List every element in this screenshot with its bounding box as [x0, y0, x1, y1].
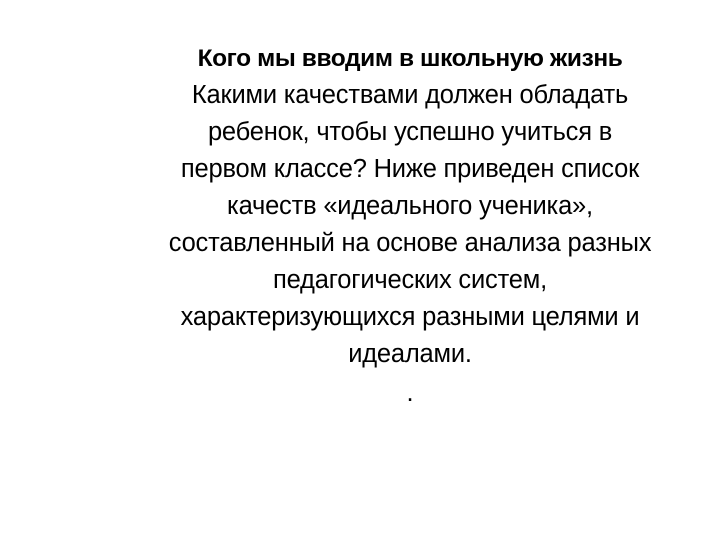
trailing-period: .: [406, 379, 414, 407]
body-line: составленный на основе анализа разных: [168, 229, 652, 257]
body-line: Какими качествами должен обладать: [191, 81, 629, 109]
body-line: ребенок, чтобы успешно учиться в: [207, 118, 613, 146]
slide-title: Кого мы вводим в школьную жизнь: [197, 45, 623, 72]
body-line: характеризующихся разными целями и: [180, 303, 640, 331]
body-line: качеств «идеального ученика»,: [227, 192, 593, 220]
body-line: идеалами.: [348, 340, 472, 368]
slide-text-block: [118, 40, 702, 412]
body-line: первом классе? Ниже приведен список: [180, 155, 640, 183]
body-line: педагогических систем,: [273, 266, 547, 294]
